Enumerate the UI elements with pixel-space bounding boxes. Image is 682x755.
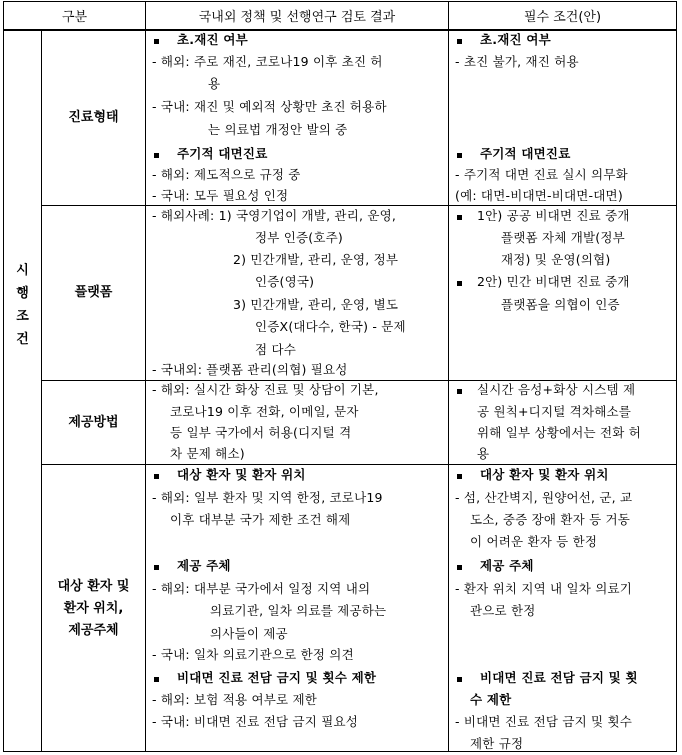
text-line: 1안) 공공 비대면 진료 중개 [477,208,630,223]
bullet-square-icon [154,153,159,158]
text-line: - 국내: 모두 필요성 인정 [152,188,289,203]
text-line: - 해외: 주로 재진, 코로나19 이후 초진 허 [152,54,383,69]
text-line: - 해외: 보험 적용 여부로 제한 [152,692,318,707]
group-label-trial-conditions: 시 행 조 건 [16,263,29,347]
text-line: 의료기관, 일차 의료를 제공하는 [210,603,387,618]
bullet-square-icon [154,474,159,479]
text-line: 제공 주체 [480,558,534,573]
text-line: 주기적 대면진료 [480,146,571,161]
text-line: - 해외: 대부분 국가에서 일정 지역 내의 [152,581,371,596]
text-line: - 해외사례: 1) 국영기업이 개발, 관리, 운영, [152,208,397,223]
bullet-square-icon [154,39,159,44]
text-line: 수 제한 [470,692,512,707]
text-line: 3) 민간개발, 관리, 운영, 별도 [233,297,399,312]
text-line: - 주기적 대면 진료 실시 의무화 [455,167,628,182]
bullet-square-icon [457,215,462,220]
row-label-treatment-type: 진료형태 [68,110,119,125]
text-line: - 해외: 실시간 화상 진료 및 상담이 기본, [152,382,379,397]
conditions-table [3,1,677,752]
text-line: 점 다수 [255,342,296,357]
bullet-square-icon [154,677,159,682]
text-line: - 국내외: 플랫폼 관리(의협) 필요성 [152,362,348,377]
text-line: 제한 규정 [470,736,524,751]
text-line: 실시간 음성+화상 시스템 제 [477,382,636,397]
text-line: 대상 환자 및 환자 위치 [177,467,306,482]
text-line: 차 문제 해소) [170,446,245,461]
text-line: 등 일부 국가에서 허용(디지털 격 [170,425,352,440]
text-line: 위해 일부 상황에서는 전화 허 [477,425,641,440]
bullet-square-icon [154,565,159,570]
table-header [4,2,676,31]
text-line: - 국내: 일차 의료기관으로 한정 의견 [152,647,354,662]
text-line: - 국내: 비대면 진료 전담 금지 필요성 [152,714,359,729]
bullet-square-icon [457,39,462,44]
header-required-conditions: 필수 조건(안) [523,10,602,25]
text-line: 비대면 진료 전담 금지 및 횟 [480,670,638,685]
text-line: 코로나19 이후 전화, 이메일, 문자 [170,404,359,419]
bullet-square-icon [457,153,462,158]
text-line: - 비대면 진료 전담 금지 및 횟수 [455,714,633,729]
divider-col3 [448,2,449,751]
text-line: 이후 대부분 국가 제한 조건 해제 [170,512,351,527]
text-line: 대상 환자 및 환자 위치 [480,467,609,482]
heading-first-visit: 초.재진 여부 [177,32,248,47]
text-line: 플랫폼 자체 개발(정부 [501,230,625,245]
text-line: - 해외: 제도적으로 규정 중 [152,167,301,182]
text-line: - 초진 불가, 재진 허용 [455,54,579,69]
text-line: 용 [477,446,490,461]
text-line: 관으로 한정 [470,603,536,618]
text-line: 재정) 및 운영(의협) [501,252,611,267]
text-line: - 해외: 일부 환자 및 지역 한정, 코로나19 [152,490,383,505]
row-label-target-patient: 대상 환자 및 환자 위치, 제공주체 [57,579,130,638]
header-review-results: 국내외 정책 및 선행연구 검토 결과 [198,10,396,25]
text-line: 공 원칙+디지털 격차해소를 [477,404,632,419]
bullet-square-icon [457,474,462,479]
text-line: 2안) 민간 비대면 진료 중개 [477,274,630,289]
text-line: (예: 대면-비대면-비대면-대면) [455,188,623,203]
bullet-square-icon [457,565,462,570]
text-line: 제공 주체 [177,558,231,573]
text-line: 인증(영국) [255,274,315,289]
divider-col2 [145,2,146,751]
text-line: - 국내: 재진 및 예외적 상황만 초진 허용하 [152,99,387,114]
text-line: 플랫폼을 의협이 인증 [501,297,620,312]
row-label-platform: 플랫폼 [74,285,113,300]
bullet-square-icon [457,281,462,286]
text-line: 비대면 진료 전담 금지 및 횟수 제한 [177,670,377,685]
text-line: 의사들이 제공 [210,626,288,641]
text-line: 이 어려운 환자 등 한정 [470,534,598,549]
header-category: 구분 [61,10,88,25]
text-line: 도소, 중증 장애 환자 등 거동 [470,512,631,527]
bullet-square-icon [457,677,462,682]
text-line: - 환자 위치 지역 내 일차 의료기 [455,581,633,596]
text-line: 용 [208,76,221,91]
text-line: 인증X(대다수, 한국) - 문제 [255,319,406,334]
heading-periodic-visit: 주기적 대면진료 [177,146,268,161]
text-line: 2) 민간개발, 관리, 운영, 정부 [233,252,399,267]
text-line: 초.재진 여부 [480,32,551,47]
text-line: - 섬, 산간벽지, 원양어선, 군, 교 [455,490,633,505]
bullet-square-icon [457,389,462,394]
text-line: 정부 인증(호주) [255,230,343,245]
text-line: 는 의료법 개정안 발의 중 [208,122,348,137]
row-label-delivery-method: 제공방법 [68,414,119,430]
